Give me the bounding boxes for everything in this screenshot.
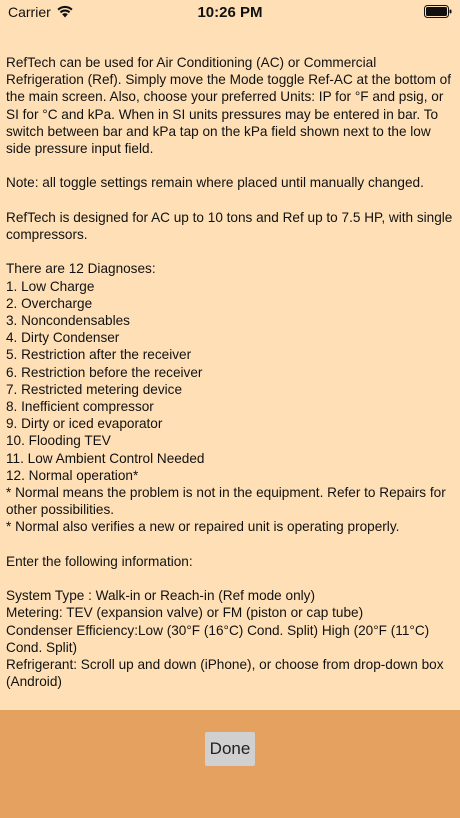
help-text-line: RefTech is designed for AC up to 10 tons and Ref up to 7.5 HP, with single compressors.	[6, 209, 457, 242]
help-text-line: RefTech can be used for Air Conditioning (AC) or Commercial Refrigeration (Ref). Simply move the Mode toggle Ref-AC at the bottom of the main screen. Also, choose your preferred Units: IP for °F and psig, or SI for °C and kPa. When in SI units pressures may be entered in bar. To switch between bar and kPa tap on the kPa field shown next to the low side pressure input field.	[6, 55, 455, 157]
help-text-line: Refrigerant: Scroll up and down (iPhone), or choose from drop-down box (Android)	[6, 657, 448, 690]
help-text-line: * Normal also verifies a new or repaired unit is operating properly.	[6, 519, 400, 535]
help-text-line: 6. Restriction before the receiver	[6, 364, 203, 380]
help-text-line: There are 12 Diagnoses:	[6, 261, 156, 277]
help-text-line: 3. Noncondensables	[6, 313, 130, 328]
help-text-line: * Normal means the problem is not in the equipment. Refer to Repairs for other possibilities.	[6, 485, 450, 518]
help-text-line: 5. Restriction after the receiver	[6, 347, 192, 363]
help-text-line: Enter the following information:	[6, 553, 193, 569]
clock-time: 10:26 PM	[197, 4, 263, 21]
blank-line	[6, 570, 454, 587]
blank-line	[6, 192, 454, 209]
blank-line	[6, 157, 454, 174]
help-text-line: Note: all toggle settings remain where placed until manually changed.	[6, 175, 424, 191]
blank-line	[6, 243, 454, 260]
blank-line	[6, 536, 454, 553]
help-text-line: 9. Dirty or iced evaporator	[6, 416, 163, 432]
battery-icon	[424, 5, 452, 18]
help-text-line: 1. Low Charge	[6, 278, 95, 294]
help-text-line: 4. Dirty Condenser	[6, 330, 120, 346]
help-text-line: 7. Restricted metering device	[6, 381, 183, 397]
carrier-label: Carrier	[8, 4, 51, 20]
help-text-line: 10. Flooding TEV	[6, 433, 111, 449]
help-text-line: 2. Overcharge	[6, 295, 93, 311]
help-text-scroll-view[interactable]	[6, 54, 457, 710]
help-text-line: Condenser Efficiency:Low (30°F (16°C) Cond. Split) High (20°F (11°C) Cond. Split)	[6, 622, 433, 655]
help-text-line: Metering: TEV (expansion valve) or FM (piston or cap tube)	[6, 605, 364, 621]
help-text-line: System Type : Walk-in or Reach-in (Ref mode only)	[6, 588, 315, 604]
help-text-line: 12. Normal operation*	[6, 467, 139, 483]
done-button[interactable]: Done	[205, 732, 255, 766]
status-bar	[0, 0, 460, 40]
help-text-line: 11. Low Ambient Control Needed	[6, 450, 205, 466]
help-text-line: 8. Inefficient compressor	[6, 399, 154, 415]
